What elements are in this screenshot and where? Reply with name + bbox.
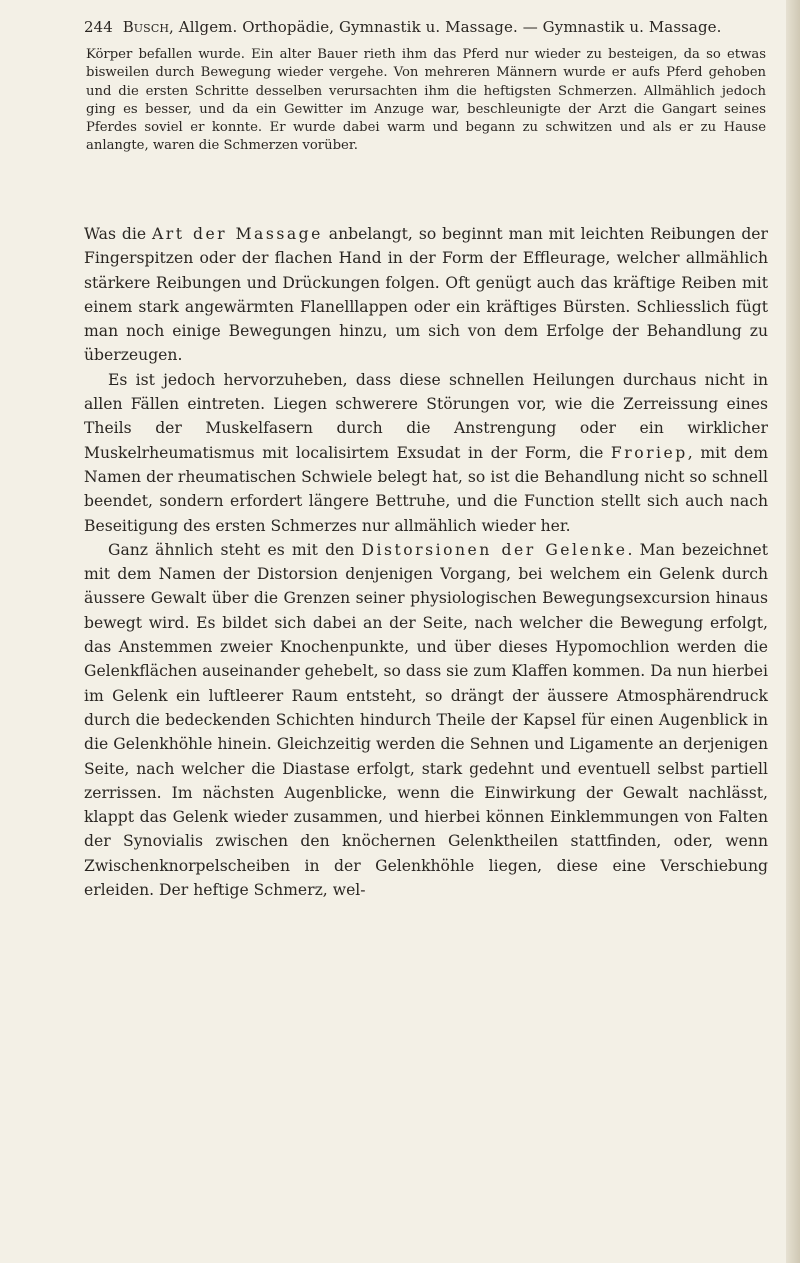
- body-text: [84, 222, 768, 902]
- paragraph-distorsions: Ganz ähnlich steht es mit den Distorsionen der Gelenke. Man bezeichnet mit dem Namen der Distorsion denjenigen Vorgang, bei welchem ein Gelenk durch äussere Gewalt über die Grenzen seiner physiologischen Bewegungsexcursion hinaus bewegt wird. Es bildet sich dabei an der Seite, nach welcher die Bewegung erfolgt, das Anstemmen zweier Knochenpunkte, und über dieses Hypomochlion werden die Gelenkflächen auseinander gehebelt, so dass sie zum Klaffen kommen. Da nun hierbei im Gelenk ein luftleerer Raum entsteht, so drängt der äussere Atmosphärendruck durch die bedeckenden Schichten hindurch Theile der Kapsel für einen Augenblick in die Gelenkhöhle hinein. Gleichzeitig werden die Sehnen und Ligamente an derjenigen Seite, nach welcher die Diastase erfolgt, stark gedehnt und eventuell selbst partiell zerrissen. Im nächsten Augenblicke, wenn die Einwirkung der Gewalt nachlässt, klappt das Gelenk wieder zusammen, und hierbei können Einklemmungen von Falten der Synovialis zwischen den knöchernen Gelenktheilen stattfinden, oder, wenn Zwischenknorpelscheiben in der Gelenkhöhle liegen, diese eine Verschiebung erleiden. Der heftige Schmerz, wel-: [84, 540, 768, 900]
- paragraph-massage-technique: Was die Art der Massage anbelangt, so beginnt man mit leichten Reibungen der Fingerspitzen oder der flachen Hand in der Form der Effleurage, welcher allmählich stärkere Reibungen und Drückungen folgen. Oft genügt auch das kräftige Reiben mit einem stark angewärmten Flanelllappen oder ein kräftiges Bürsten. Schliesslich fügt man noch einige Bewegungen hinzu, um sich von dem Erfolge der Behandlung zu überzeugen.: [84, 225, 768, 365]
- header-title: , Allgem. Orthopädie, Gymnastik u. Massage. — Gymnastik u. Massage.: [169, 18, 722, 36]
- page-edge: [786, 0, 800, 1263]
- spaced-term: Art der Massage: [152, 225, 323, 243]
- header-author: Busch: [122, 18, 170, 36]
- page-number: 244: [84, 18, 113, 36]
- running-header: [84, 18, 784, 36]
- spaced-name: Froriep: [610, 443, 688, 462]
- paragraph-severe-cases: Es ist jedoch hervorzuheben, dass diese schnellen Heilungen durchaus nicht in allen Fällen eintreten. Liegen schwerere Störungen vor, wie die Zerreissung eines Theils der Muskelfasern durch die Anstrengung oder ein wirklicher Muskelrheumatismus mit localisirtem Exsudat in der Form, die Froriep, mit dem Namen der rheumatischen Schwiele belegt hat, so ist die Behandlung nicht so schnell beendet, sondern erfordert längere Bettruhe, und die Function stellt sich auch nach Beseitigung des ersten Schmerzes nur allmählich wieder her.: [84, 370, 768, 535]
- small-paragraph: Körper befallen wurde. Ein alter Bauer rieth ihm das Pferd nur wieder zu besteigen, da so etwas bisweilen durch Bewegung wieder vergehe. Von mehreren Männern wurde er aufs Pferd gehoben und die ersten Schritte desselben verursachten ihm die heftigsten Schmerzen. Allmählich jedoch ging es besser, und da ein Gewitter im Anzuge war, beschleunigte der Arzt die Gangart seines Pferdes soviel er konnte. Er wurde dabei warm und begann zu schwitzen und als er zu Hause anlangte, waren die Schmerzen vorüber.: [86, 47, 766, 154]
- spaced-term: Distorsionen der Gelenke: [361, 540, 628, 559]
- small-type-block: [86, 46, 766, 156]
